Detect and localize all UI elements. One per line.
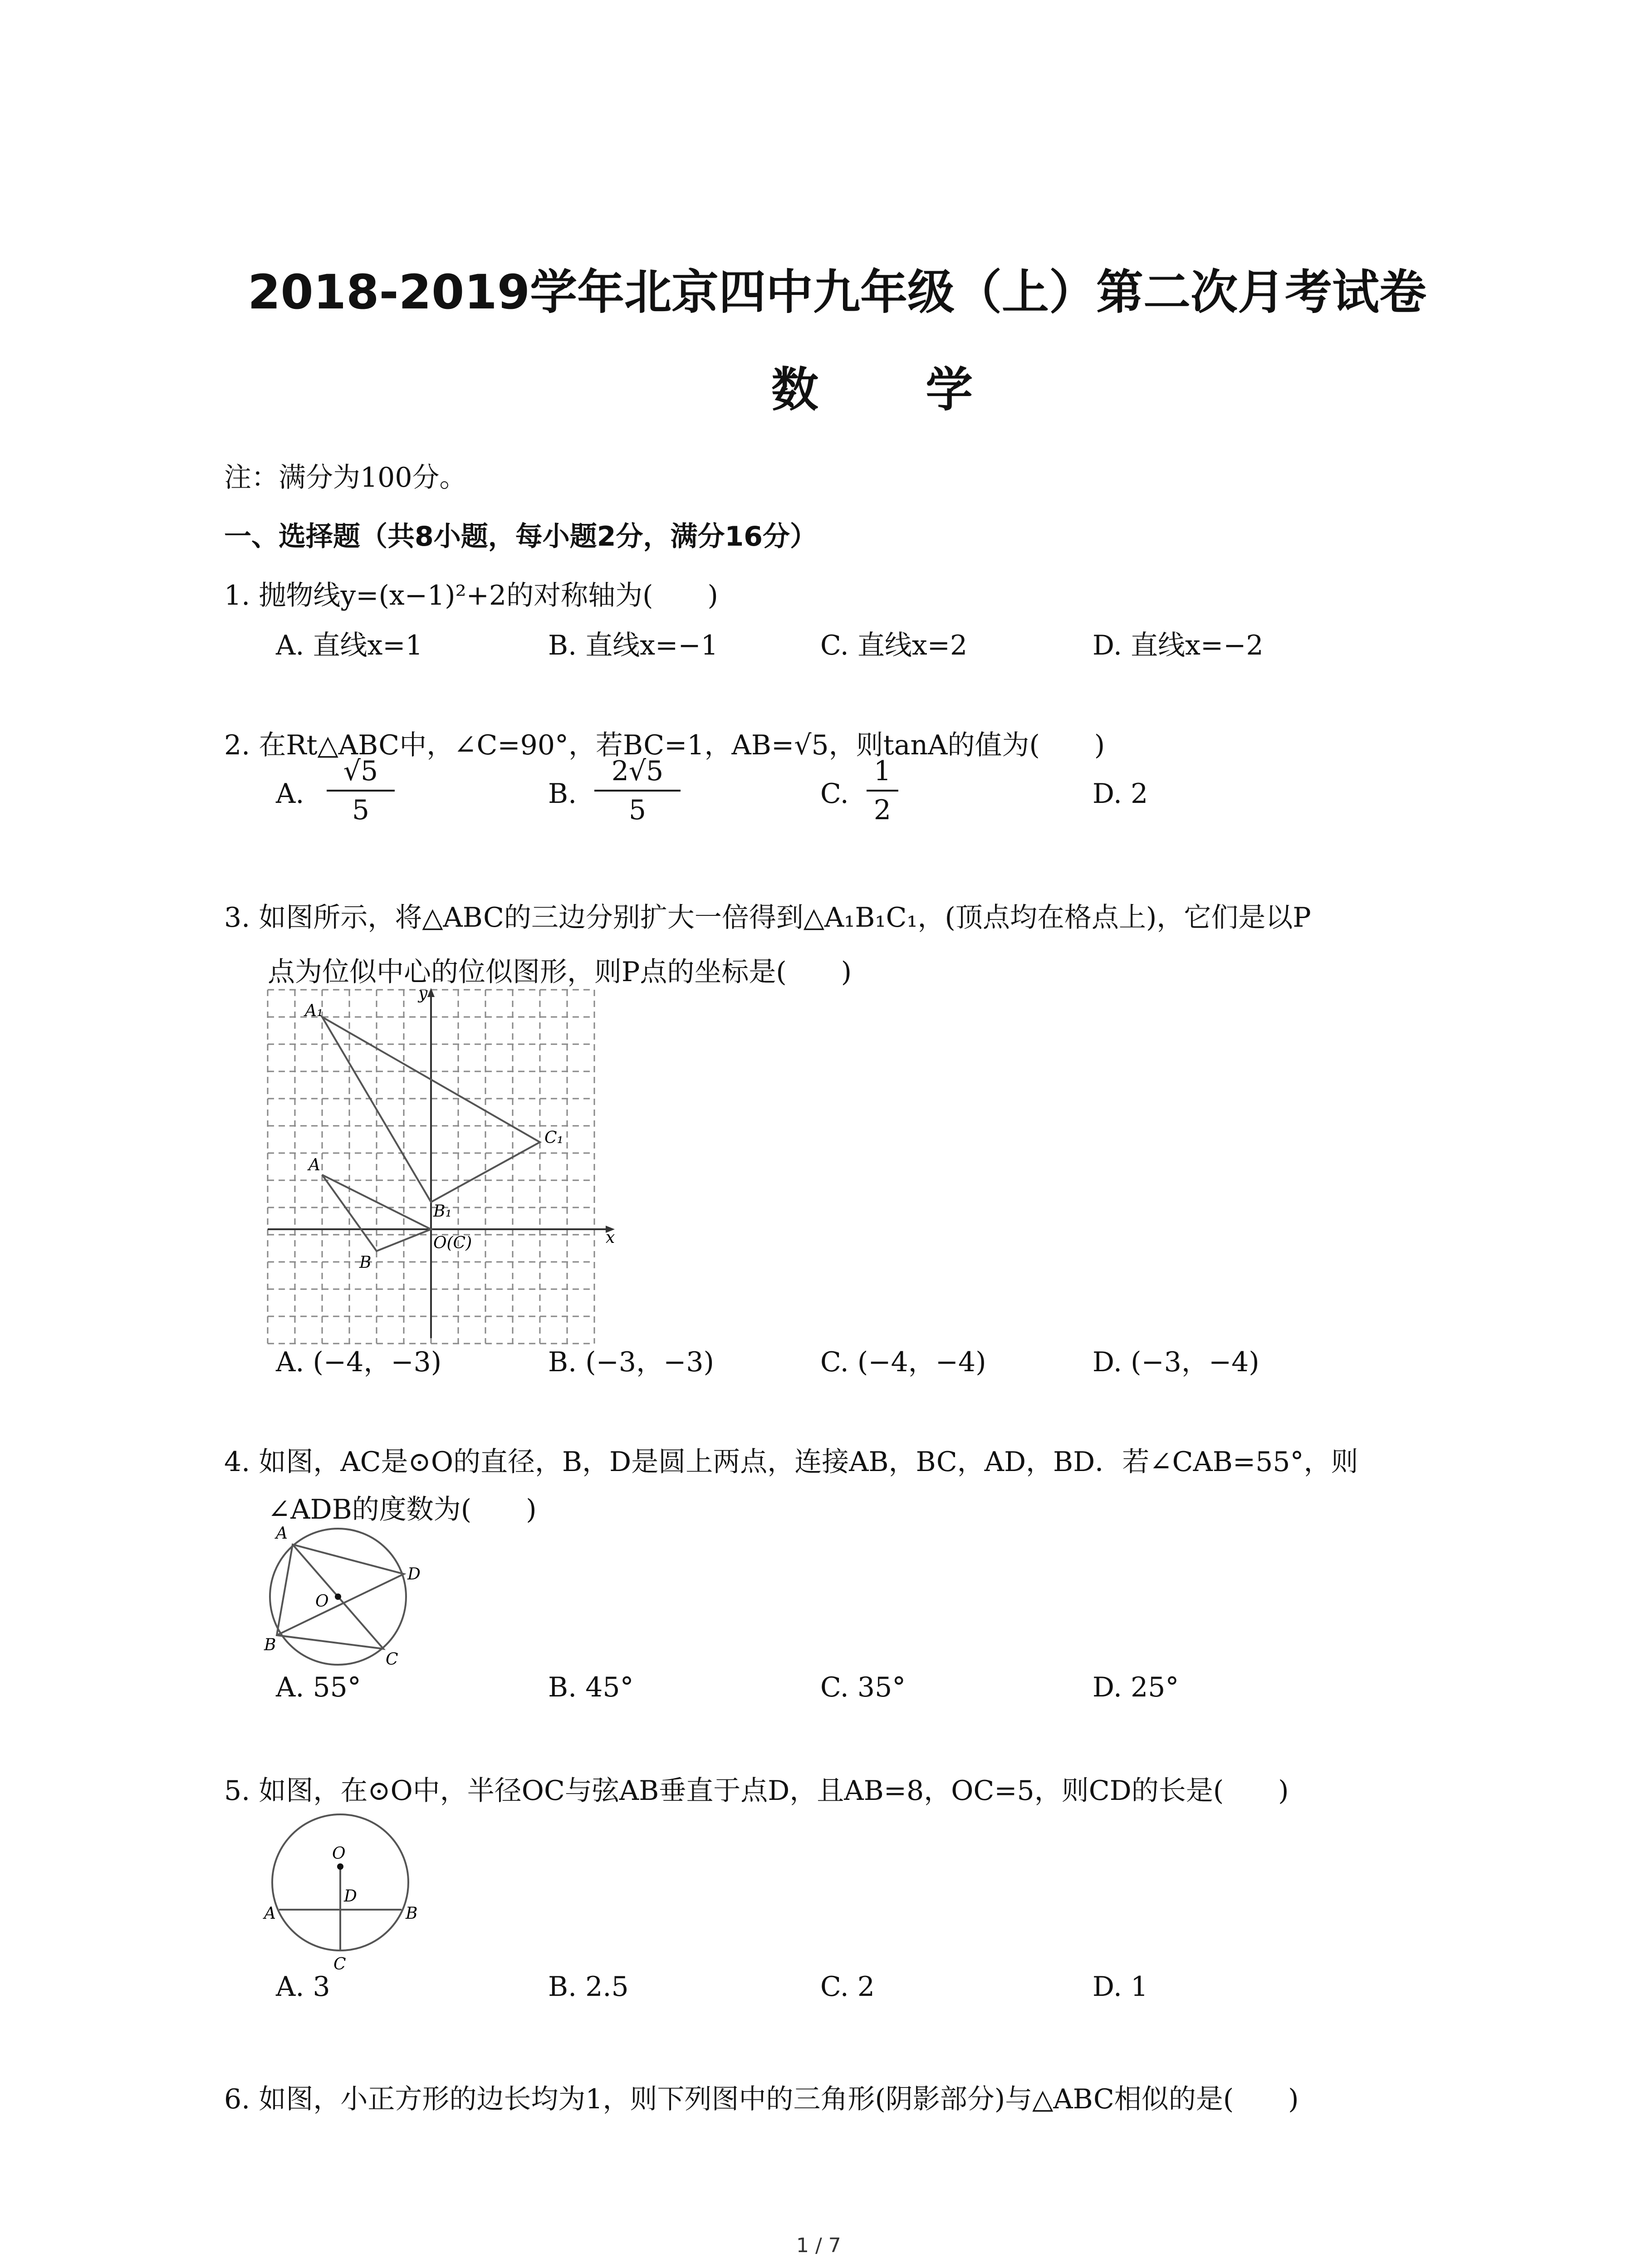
fraction-numerator: 1 — [873, 755, 892, 787]
question-3-grid-figure — [254, 984, 626, 1347]
page-number: 1 / 7 — [796, 2234, 841, 2257]
point-b-label: B — [264, 1636, 276, 1654]
question-2-stem: 2. 在Rt△ABC中，∠C=90°，若BC=1，AB=√5，则tanA的值为( ) — [224, 729, 1105, 761]
question-3-option-b: B. (−3，−3) — [548, 1346, 714, 1378]
point-c1-label: C₁ — [544, 1129, 563, 1147]
point-o-label: O — [315, 1592, 329, 1611]
point-a1-label: A₁ — [305, 1002, 323, 1020]
fraction-numerator: 2√5 — [611, 755, 664, 787]
question-1-option-b: B. 直线x=−1 — [548, 630, 718, 661]
point-a-label: A — [276, 1524, 288, 1543]
question-3-option-d: D. (−3，−4) — [1092, 1346, 1259, 1378]
question-2-option-a-label: A. — [276, 778, 304, 810]
question-4-option-d: D. 25° — [1092, 1672, 1179, 1703]
question-2-option-b-fraction — [594, 755, 681, 826]
question-5-option-c: C. 2 — [820, 1971, 875, 2003]
question-2-option-a-fraction — [327, 755, 395, 826]
question-4-option-a: A. 55° — [276, 1672, 361, 1703]
question-3-option-c: C. (−4，−4) — [820, 1346, 986, 1378]
question-1-option-d: D. 直线x=−2 — [1092, 630, 1264, 661]
axis-x-label: x — [606, 1228, 615, 1247]
page-subtitle: 数 学 — [771, 362, 1019, 417]
question-1-stem: 1. 抛物线y=(x−1)²+2的对称轴为( ) — [224, 580, 718, 611]
fraction-bar — [594, 790, 681, 792]
question-2-option-c-label: C. — [820, 778, 849, 810]
fraction-denominator: 5 — [352, 794, 370, 826]
question-5-option-a: A. 3 — [276, 1971, 330, 2003]
question-5-circle-figure — [254, 1805, 426, 1978]
point-b-label: B — [359, 1253, 372, 1272]
question-5-option-b: B. 2.5 — [548, 1971, 629, 2003]
question-3-stem-line1: 3. 如图所示，将△ABC的三边分别扩大一倍得到△A₁B₁C₁，(顶点均在格点上)，它们是以P — [224, 902, 1311, 934]
fraction-denominator: 2 — [873, 794, 892, 826]
question-4-option-c: C. 35° — [820, 1672, 906, 1703]
fraction-denominator: 5 — [628, 794, 647, 826]
point-c-label: C — [386, 1650, 398, 1669]
question-3-option-a: A. (−4，−3) — [276, 1346, 442, 1378]
section-heading: 一、选择题（共8小题，每小题2分，满分16分） — [224, 521, 817, 552]
question-4-option-b: B. 45° — [548, 1672, 634, 1703]
point-o-label: O(C) — [433, 1234, 472, 1252]
point-a-label: A — [309, 1156, 320, 1174]
question-4-stem-line2: ∠ADB的度数为( ) — [268, 1494, 537, 1525]
score-note: 注：满分为100分。 — [224, 462, 467, 494]
question-1-option-a: A. 直线x=1 — [276, 630, 423, 661]
page-title: 2018-2019学年北京四中九年级（上）第二次月考试卷 — [248, 264, 1427, 320]
point-c-label: C — [333, 1955, 346, 1974]
question-2-option-b-label: B. — [548, 778, 577, 810]
fraction-numerator: √5 — [343, 755, 378, 787]
question-4-circle-figure — [254, 1520, 436, 1674]
point-a-label: A — [264, 1904, 276, 1923]
question-5-option-d: D. 1 — [1092, 1971, 1148, 2003]
question-4-stem-line1: 4. 如图，AC是⊙O的直径，B，D是圆上两点，连接AB，BC，AD，BD．若∠CAB=55°，则 — [224, 1446, 1358, 1478]
question-2-option-d: D. 2 — [1092, 778, 1148, 810]
fraction-bar — [327, 790, 395, 792]
question-1-option-c: C. 直线x=2 — [820, 630, 968, 661]
point-b-label: B — [406, 1904, 418, 1923]
point-b1-label: B₁ — [433, 1202, 452, 1221]
point-d-label: D — [344, 1887, 357, 1906]
point-d-label: D — [407, 1565, 421, 1584]
point-o-label: O — [332, 1844, 346, 1863]
fraction-bar — [867, 790, 898, 792]
question-6-stem: 6. 如图，小正方形的边长均为1，则下列图中的三角形(阴影部分)与△ABC相似的是( ) — [224, 2083, 1299, 2115]
axis-y-label: y — [418, 984, 428, 1003]
question-5-stem: 5. 如图，在⊙O中，半径OC与弦AB垂直于点D，且AB=8，OC=5，则CD的长是( ) — [224, 1775, 1289, 1807]
question-2-option-c-fraction — [867, 755, 898, 826]
question-3-stem-line2: 点为位似中心的位似图形，则P点的坐标是( ) — [268, 956, 852, 988]
